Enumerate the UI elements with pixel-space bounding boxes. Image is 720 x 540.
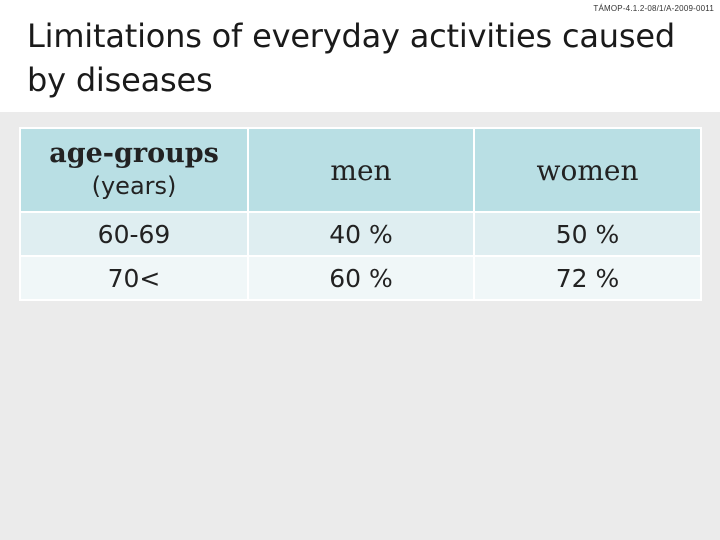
reference-code: TÁMOP-4.1.2-08/1/A-2009-0011	[593, 4, 714, 13]
women-cell: 50 %	[474, 212, 701, 256]
age-group-header	[20, 128, 248, 212]
slide-header	[0, 0, 720, 112]
age-group-unit: (years)	[91, 172, 177, 200]
age-group-label: age-groups	[49, 138, 219, 169]
limitations-table	[19, 127, 702, 301]
table-header-row	[20, 128, 701, 212]
men-cell: 60 %	[248, 256, 474, 300]
table-row	[20, 256, 701, 300]
women-cell: 72 %	[474, 256, 701, 300]
men-header: men	[248, 128, 474, 212]
table-row	[20, 212, 701, 256]
men-cell: 40 %	[248, 212, 474, 256]
slide-title: Limitations of everyday activities caused by diseases	[27, 17, 675, 99]
age-group-cell: 70<	[20, 256, 248, 300]
age-group-cell: 60-69	[20, 212, 248, 256]
women-header: women	[474, 128, 701, 212]
